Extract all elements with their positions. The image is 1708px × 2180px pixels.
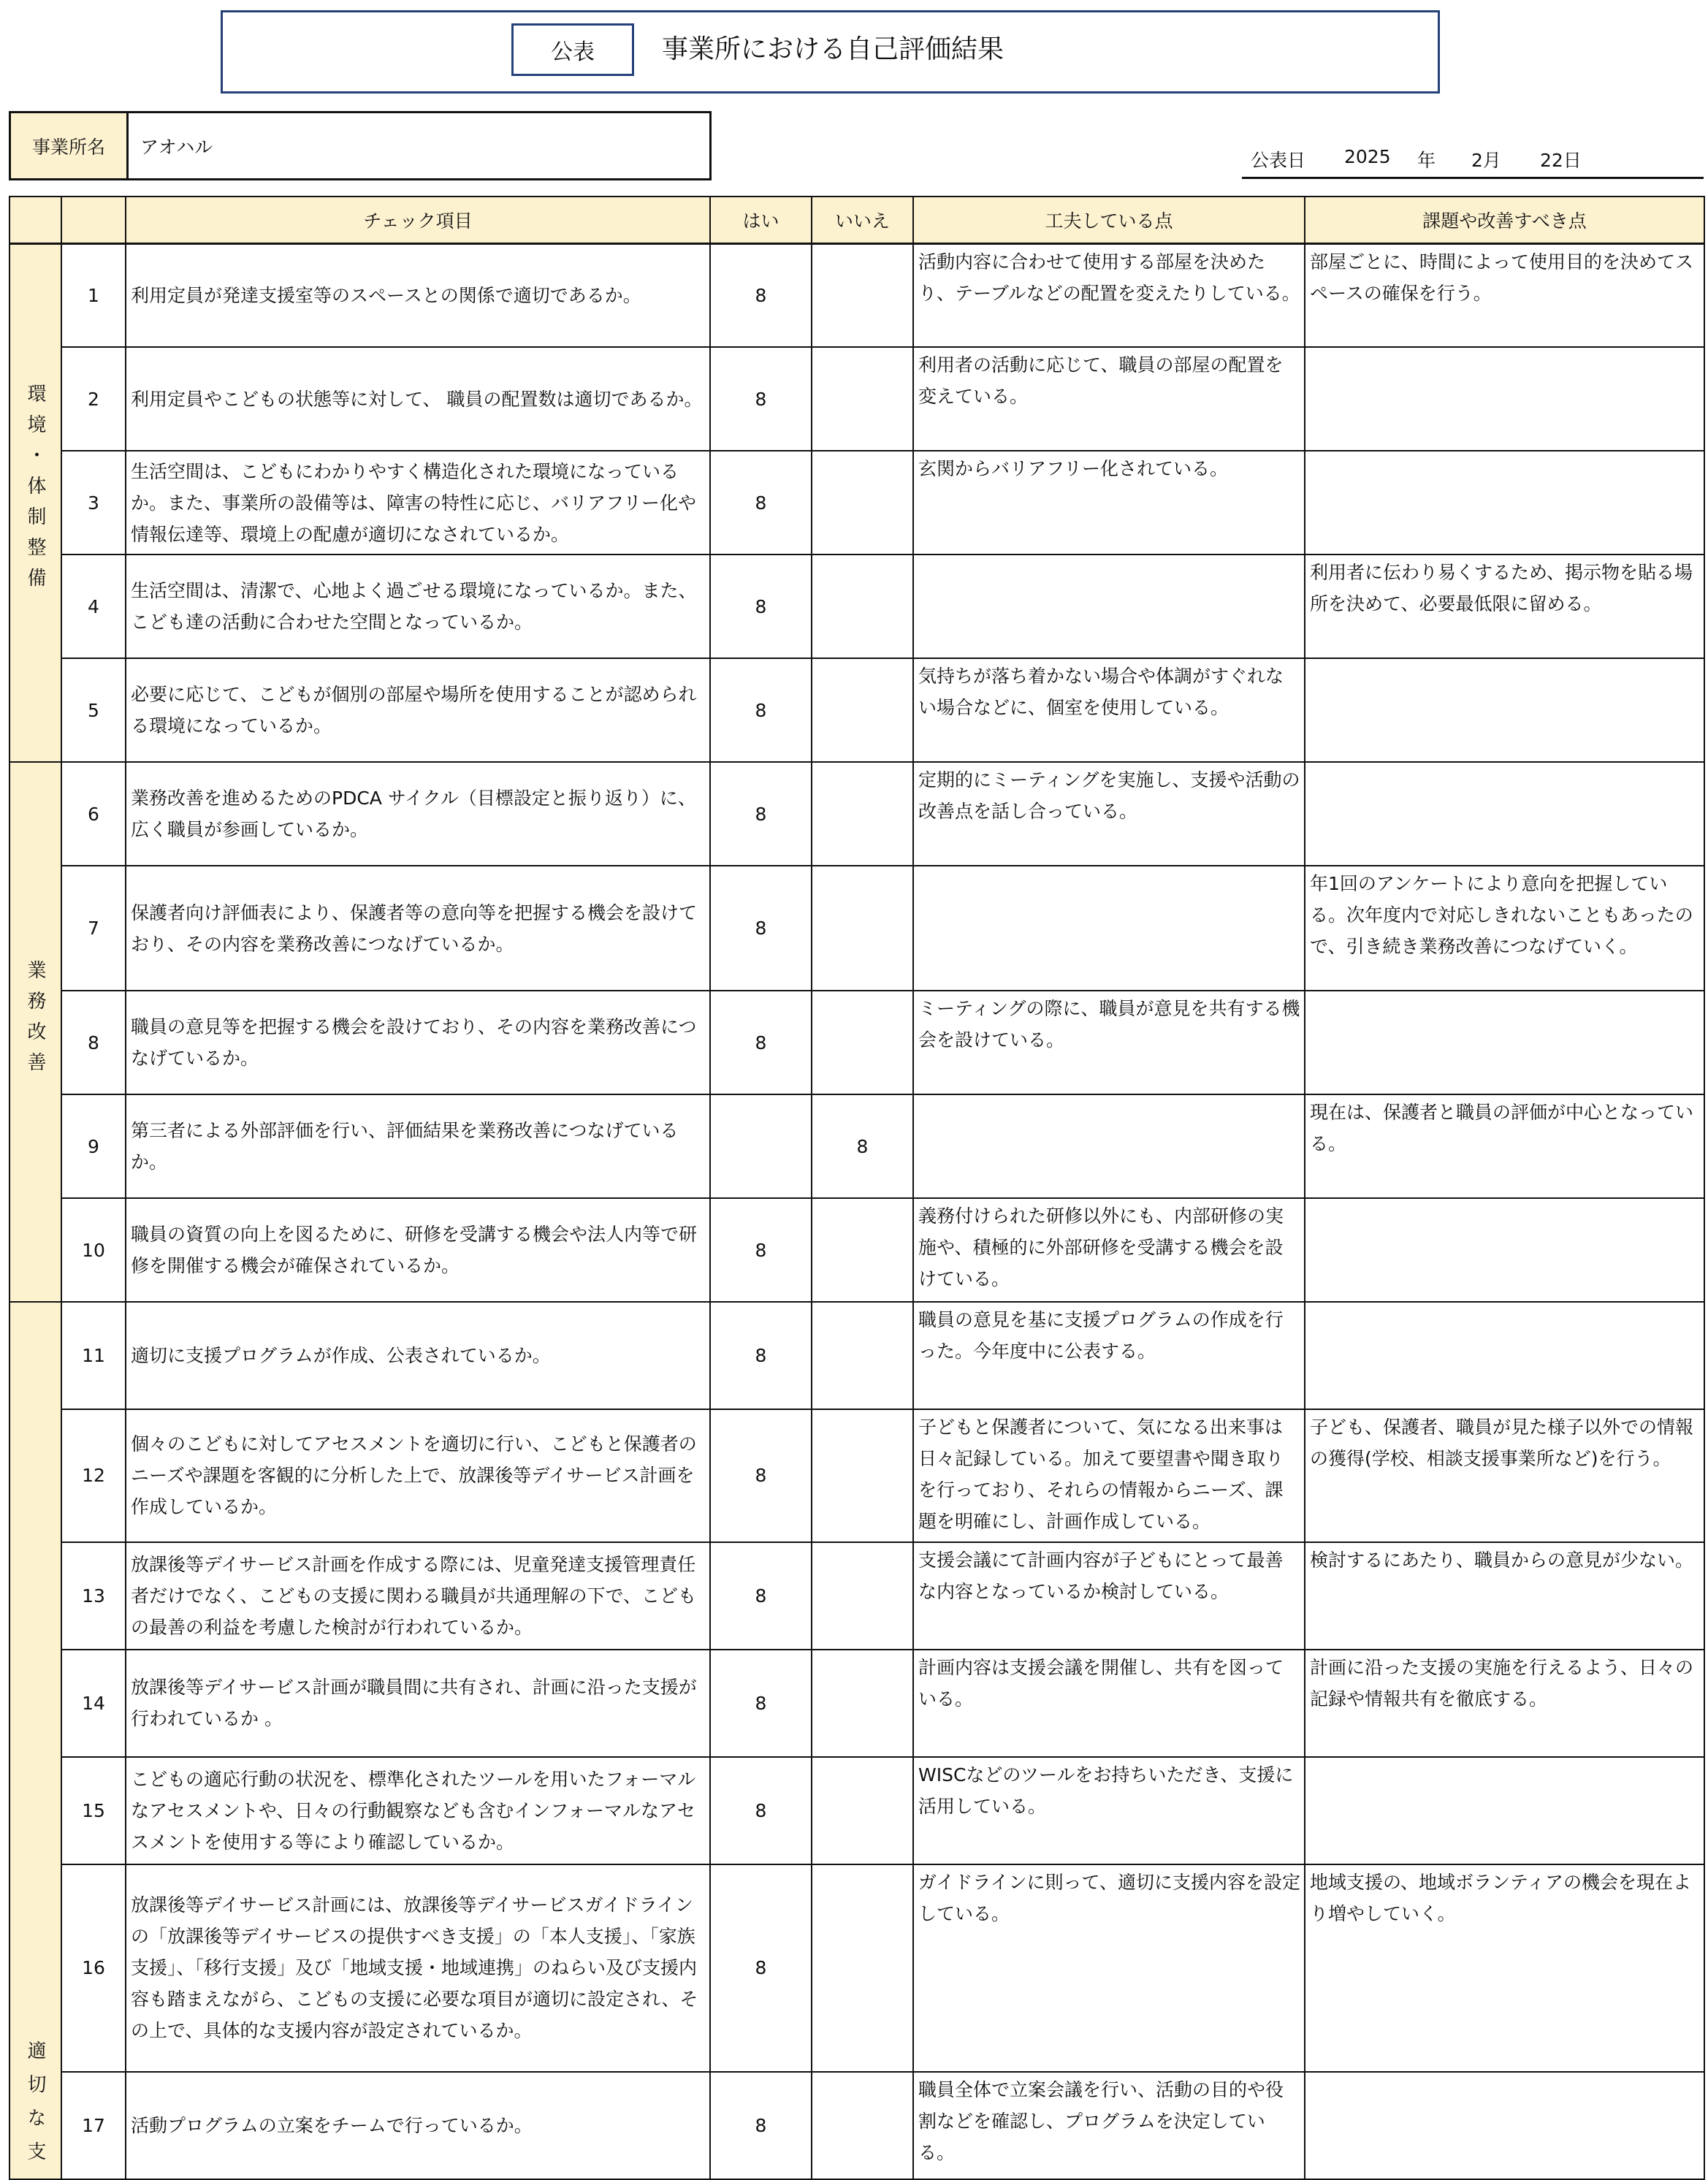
item-number: 7 bbox=[61, 866, 126, 991]
no-count bbox=[812, 762, 913, 866]
publish-badge: 公表 bbox=[511, 23, 634, 76]
table-row bbox=[9, 451, 1704, 554]
item-number: 17 bbox=[61, 2072, 126, 2179]
table-row bbox=[9, 1757, 1704, 1864]
effort-note: 義務付けられた研修以外にも、内部研修の実施や、積極的に外部研修を受講する機会を設けている。 bbox=[913, 1198, 1305, 1302]
check-item: 生活空間は、こどもにわかりやすく構造化された環境になっているか。また、事業所の設備等は、障害の特性に応じ、バリアフリー化や情報伝達等、環境上の配慮が適切になされているか。 bbox=[126, 451, 710, 554]
effort-note: 職員全体で立案会議を行い、活動の目的や役割などを確認し、プログラムを決定している。 bbox=[913, 2072, 1305, 2179]
issue-note bbox=[1305, 991, 1704, 1094]
item-number: 13 bbox=[61, 1542, 126, 1650]
table-row bbox=[9, 866, 1704, 991]
category-improve bbox=[9, 762, 61, 1302]
effort-note: 定期的にミーティングを実施し、支援や活動の改善点を話し合っている。 bbox=[913, 762, 1305, 866]
publish-month: 2月 bbox=[1471, 150, 1501, 171]
issue-note: 現在は、保護者と職員の評価が中心となっている。 bbox=[1305, 1094, 1704, 1198]
effort-note: 子どもと保護者について、気になる出来事は日々記録している。加えて要望書や聞き取りを行っており、それらの情報からニーズ、課題を明確にし、計画作成している。 bbox=[913, 1409, 1305, 1542]
effort-note: 活動内容に合わせて使用する部屋を決めたり、テーブルなどの配置を変えたりしている。 bbox=[913, 243, 1305, 347]
table-header-row bbox=[9, 197, 1704, 243]
issue-note bbox=[1305, 347, 1704, 451]
category-label: 業務改善 bbox=[24, 960, 46, 1083]
yes-count: 8 bbox=[710, 451, 812, 554]
effort-note bbox=[913, 554, 1305, 658]
issue-note bbox=[1305, 762, 1704, 866]
yes-count: 8 bbox=[710, 991, 812, 1094]
effort-note: ガイドラインに則って、適切に支援内容を設定している。 bbox=[913, 1864, 1305, 2072]
header-no: いいえ bbox=[812, 197, 913, 243]
no-count: 8 bbox=[812, 1094, 913, 1198]
no-count bbox=[812, 1757, 913, 1864]
effort-note: ミーティングの際に、職員が意見を共有する機会を設けている。 bbox=[913, 991, 1305, 1094]
category-label: 環境・体制整備 bbox=[24, 383, 46, 598]
no-count bbox=[812, 658, 913, 762]
table-row bbox=[9, 1650, 1704, 1757]
evaluation-table bbox=[9, 196, 1705, 2180]
check-item: 利用定員が発達支援室等のスペースとの関係で適切であるか。 bbox=[126, 243, 710, 347]
item-number: 4 bbox=[61, 554, 126, 658]
check-item: 第三者による外部評価を行い、評価結果を業務改善につなげているか。 bbox=[126, 1094, 710, 1198]
table-row bbox=[9, 243, 1704, 347]
publish-date bbox=[1242, 143, 1704, 179]
item-number: 16 bbox=[61, 1864, 126, 2072]
check-item: 業務改善を進めるためのPDCA サイクル（目標設定と振り返り）に、広く職員が参画しているか。 bbox=[126, 762, 710, 866]
no-count bbox=[812, 1650, 913, 1757]
effort-note: 利用者の活動に応じて、職員の部屋の配置を変えている。 bbox=[913, 347, 1305, 451]
item-number: 1 bbox=[61, 243, 126, 347]
effort-note: WISCなどのツールをお持ちいただき、支援に活用している。 bbox=[913, 1757, 1305, 1864]
check-item: 放課後等デイサービス計画が職員間に共有され、計画に沿った支援が行われているか 。 bbox=[126, 1650, 710, 1757]
table-row bbox=[9, 1198, 1704, 1302]
table-row bbox=[9, 1542, 1704, 1650]
category-support bbox=[9, 1302, 61, 2179]
issue-note: 計画に沿った支援の実施を行えるよう、日々の記録や情報共有を徹底する。 bbox=[1305, 1650, 1704, 1757]
item-number: 10 bbox=[61, 1198, 126, 1302]
table-row bbox=[9, 1864, 1704, 2072]
item-number: 5 bbox=[61, 658, 126, 762]
yes-count: 8 bbox=[710, 1542, 812, 1650]
table-row bbox=[9, 554, 1704, 658]
check-item: 職員の資質の向上を図るために、研修を受講する機会や法人内等で研修を開催する機会が確保されているか。 bbox=[126, 1198, 710, 1302]
category-env bbox=[9, 243, 61, 762]
no-count bbox=[812, 866, 913, 991]
item-number: 8 bbox=[61, 991, 126, 1094]
issue-note bbox=[1305, 451, 1704, 554]
yes-count: 8 bbox=[710, 2072, 812, 2179]
header-issues: 課題や改善すべき点 bbox=[1305, 197, 1704, 243]
yes-count: 8 bbox=[710, 554, 812, 658]
check-item: 生活空間は、清潔で、心地よく過ごせる環境になっているか。また、こども達の活動に合わせた空間となっているか。 bbox=[126, 554, 710, 658]
table-row bbox=[9, 347, 1704, 451]
check-item: 保護者向け評価表により、保護者等の意向等を把握する機会を設けており、その内容を業務改善につなげているか。 bbox=[126, 866, 710, 991]
no-count bbox=[812, 1198, 913, 1302]
no-count bbox=[812, 347, 913, 451]
yes-count: 8 bbox=[710, 658, 812, 762]
no-count bbox=[812, 451, 913, 554]
check-item: 必要に応じて、こどもが個別の部屋や場所を使用することが認められる環境になっているか。 bbox=[126, 658, 710, 762]
item-number: 2 bbox=[61, 347, 126, 451]
yes-count: 8 bbox=[710, 243, 812, 347]
page-title: 事業所における自己評価結果 bbox=[662, 34, 1004, 64]
check-item: 放課後等デイサービス計画には、放課後等デイサービスガイドラインの「放課後等デイサービスの提供すべき支援」の「本人支援」、「家族支援」、「移行支援」及び「地域支援・地域連携」のねらい及び支援内容も踏まえながら、こどもの支援に必要な項目が適切に設定され、その上で、具体的な支援内容が設定されているか。 bbox=[126, 1864, 710, 2072]
category-label: 適切な支 bbox=[24, 2040, 46, 2175]
no-count bbox=[812, 1409, 913, 1542]
issue-note bbox=[1305, 1198, 1704, 1302]
header-category bbox=[9, 197, 61, 243]
item-number: 12 bbox=[61, 1409, 126, 1542]
office-name: アオハル bbox=[140, 136, 213, 158]
publish-date-label: 公表日 bbox=[1251, 150, 1306, 171]
office-box bbox=[9, 111, 712, 180]
yes-count: 8 bbox=[710, 762, 812, 866]
issue-note: 子ども、保護者、職員が見た様子以外での情報の獲得(学校、相談支援事業所など)を行う。 bbox=[1305, 1409, 1704, 1542]
item-number: 6 bbox=[61, 762, 126, 866]
yes-count: 8 bbox=[710, 347, 812, 451]
no-count bbox=[812, 1302, 913, 1409]
publish-day: 22日 bbox=[1540, 150, 1582, 171]
table-row bbox=[9, 1409, 1704, 1542]
issue-note: 年1回のアンケートにより意向を把握している。次年度内で対応しきれないこともあったので、引き続き業務改善につなげていく。 bbox=[1305, 866, 1704, 991]
yes-count: 8 bbox=[710, 1302, 812, 1409]
effort-note: 計画内容は支援会議を開催し、共有を図っている。 bbox=[913, 1650, 1305, 1757]
yes-count: 8 bbox=[710, 1757, 812, 1864]
yes-count bbox=[710, 1094, 812, 1198]
table-row bbox=[9, 658, 1704, 762]
table-row bbox=[9, 2072, 1704, 2179]
yes-count: 8 bbox=[710, 1864, 812, 2072]
publish-year: 2025 bbox=[1344, 146, 1391, 167]
check-item: 適切に支援プログラムが作成、公表されているか。 bbox=[126, 1302, 710, 1409]
item-number: 9 bbox=[61, 1094, 126, 1198]
header-efforts: 工夫している点 bbox=[913, 197, 1305, 243]
issue-note: 利用者に伝わり易くするため、掲示物を貼る場所を決めて、必要最低限に留める。 bbox=[1305, 554, 1704, 658]
effort-note bbox=[913, 1094, 1305, 1198]
issue-note: 検討するにあたり、職員からの意見が少ない。 bbox=[1305, 1542, 1704, 1650]
issue-note bbox=[1305, 658, 1704, 762]
effort-note bbox=[913, 866, 1305, 991]
table-row bbox=[9, 762, 1704, 866]
table-row bbox=[9, 1302, 1704, 1409]
issue-note bbox=[1305, 2072, 1704, 2179]
office-label: 事業所名 bbox=[11, 113, 129, 178]
item-number: 11 bbox=[61, 1302, 126, 1409]
table-row bbox=[9, 991, 1704, 1094]
issue-note: 部屋ごとに、時間によって使用目的を決めてスペースの確保を行う。 bbox=[1305, 243, 1704, 347]
no-count bbox=[812, 243, 913, 347]
table-row bbox=[9, 1094, 1704, 1198]
yes-count: 8 bbox=[710, 1198, 812, 1302]
check-item: 放課後等デイサービス計画を作成する際には、児童発達支援管理責任者だけでなく、こどもの支援に関わる職員が共通理解の下で、こどもの最善の利益を考慮した検討が行われているか。 bbox=[126, 1542, 710, 1650]
header-check-item: チェック項目 bbox=[126, 197, 710, 243]
yes-count: 8 bbox=[710, 1650, 812, 1757]
item-number: 3 bbox=[61, 451, 126, 554]
issue-note: 地域支援の、地域ボランティアの機会を現在より増やしていく。 bbox=[1305, 1864, 1704, 2072]
item-number: 14 bbox=[61, 1650, 126, 1757]
effort-note: 支援会議にて計画内容が子どもにとって最善な内容となっているか検討している。 bbox=[913, 1542, 1305, 1650]
yes-count: 8 bbox=[710, 1409, 812, 1542]
no-count bbox=[812, 1864, 913, 2072]
issue-note bbox=[1305, 1302, 1704, 1409]
issue-note bbox=[1305, 1757, 1704, 1864]
publish-year-unit: 年 bbox=[1417, 150, 1436, 171]
effort-note: 職員の意見を基に支援プログラムの作成を行った。今年度中に公表する。 bbox=[913, 1302, 1305, 1409]
check-item: 職員の意見等を把握する機会を設けており、その内容を業務改善につなげているか。 bbox=[126, 991, 710, 1094]
header-yes: はい bbox=[710, 197, 812, 243]
effort-note: 玄関からバリアフリー化されている。 bbox=[913, 451, 1305, 554]
effort-note: 気持ちが落ち着かない場合や体調がすぐれない場合などに、個室を使用している。 bbox=[913, 658, 1305, 762]
no-count bbox=[812, 1542, 913, 1650]
yes-count: 8 bbox=[710, 866, 812, 991]
check-item: こどもの適応行動の状況を、標準化されたツールを用いたフォーマルなアセスメントや、日々の行動観察なども含むインフォーマルなアセスメントを使用する等により確認しているか。 bbox=[126, 1757, 710, 1864]
no-count bbox=[812, 991, 913, 1094]
check-item: 利用定員やこどもの状態等に対して、 職員の配置数は適切であるか。 bbox=[126, 347, 710, 451]
no-count bbox=[812, 2072, 913, 2179]
check-item: 個々のこどもに対してアセスメントを適切に行い、こどもと保護者のニーズや課題を客観的に分析した上で、放課後等デイサービス計画を作成しているか。 bbox=[126, 1409, 710, 1542]
header-number bbox=[61, 197, 126, 243]
item-number: 15 bbox=[61, 1757, 126, 1864]
no-count bbox=[812, 554, 913, 658]
check-item: 活動プログラムの立案をチームで行っているか。 bbox=[126, 2072, 710, 2179]
